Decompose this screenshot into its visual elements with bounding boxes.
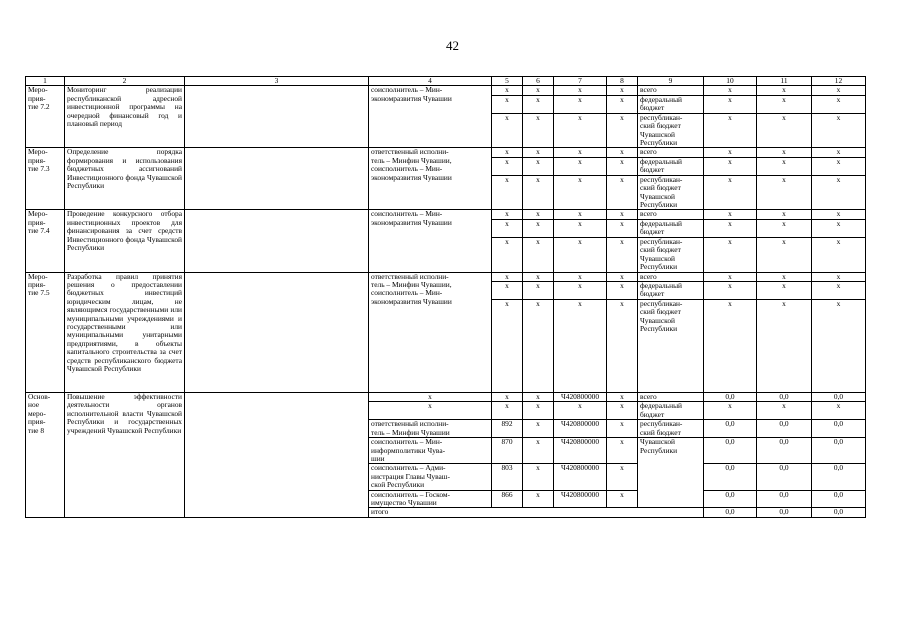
cell: 0,0 xyxy=(704,464,757,490)
cell: x xyxy=(704,157,757,175)
cell: x xyxy=(704,86,757,95)
executor-cell: ответственный исполни- тель – Минфин Чувашии, соисполнитель – Мин- экономразвития Чувашии xyxy=(369,148,492,210)
budget-cell: федеральный бюджет xyxy=(638,219,704,237)
activity-label: Меро- прия- тие 7.4 xyxy=(26,210,65,272)
cell: x xyxy=(554,237,607,272)
cell: 0,0 xyxy=(704,490,757,508)
cell: x xyxy=(812,95,866,113)
cell: x xyxy=(757,281,812,299)
cell: x xyxy=(492,281,523,299)
cell: x xyxy=(554,281,607,299)
cell: x xyxy=(704,113,757,148)
cell: x xyxy=(812,148,866,157)
cell: x xyxy=(704,148,757,157)
cell: x xyxy=(523,237,554,272)
budget-cell: всего xyxy=(638,86,704,95)
cell: x xyxy=(554,157,607,175)
cell: x xyxy=(523,95,554,113)
program-table xyxy=(25,76,866,518)
cell: x xyxy=(554,299,607,392)
activity-label: Меро- прия- тие 7.2 xyxy=(26,86,65,148)
cell: x xyxy=(492,210,523,219)
cell: x xyxy=(607,113,638,148)
cell: x xyxy=(523,113,554,148)
budget-cell: республикан- ский бюджет Чувашской Республики xyxy=(638,175,704,210)
cell: x xyxy=(704,237,757,272)
cell: x xyxy=(523,490,554,508)
cell: x xyxy=(607,272,638,281)
cell: x xyxy=(492,272,523,281)
cell: x xyxy=(757,299,812,392)
cell: x xyxy=(704,281,757,299)
cell: x xyxy=(523,86,554,95)
cell: x xyxy=(523,464,554,490)
cell: 866 xyxy=(492,490,523,508)
cell: Ч420800000 xyxy=(554,420,607,438)
header-row xyxy=(26,77,866,86)
cell: x xyxy=(523,210,554,219)
cell: 0,0 xyxy=(704,420,757,438)
cell: x xyxy=(607,402,638,420)
activity-label: Меро- прия- тие 7.5 xyxy=(26,272,65,392)
budget-cell: федеральный бюджет xyxy=(638,95,704,113)
cell: 0,0 xyxy=(757,420,812,438)
cell: 0,0 xyxy=(812,392,866,401)
cell: Ч420800000 xyxy=(554,392,607,401)
cell: x xyxy=(607,392,638,401)
cell: 0,0 xyxy=(757,464,812,490)
budget-cell: республикан- ский бюджет Чувашской Республики xyxy=(638,299,704,392)
empty-cell xyxy=(185,272,369,392)
executor-cell: x xyxy=(369,402,492,420)
header-cell: 9 xyxy=(638,77,704,86)
cell: x xyxy=(523,281,554,299)
cell: x xyxy=(554,86,607,95)
cell: x xyxy=(812,157,866,175)
budget-cell: республикан- ский бюджет Чувашской Республики xyxy=(638,113,704,148)
cell: 0,0 xyxy=(812,420,866,438)
table-row xyxy=(26,392,866,401)
cell: 0,0 xyxy=(757,392,812,401)
activity-name: Повышение эффективности деятельности органов исполнительной власти Чувашской Республики и государственных учреждений Чувашской Республики xyxy=(65,392,185,517)
cell: 0,0 xyxy=(757,438,812,464)
empty-cell xyxy=(185,86,369,148)
page-number: 42 xyxy=(446,38,459,53)
cell: x xyxy=(492,148,523,157)
cell: x xyxy=(812,210,866,219)
header-cell: 6 xyxy=(523,77,554,86)
cell: x xyxy=(492,392,523,401)
cell: x xyxy=(554,219,607,237)
header-cell: 2 xyxy=(65,77,185,86)
budget-cell: федеральный бюджет xyxy=(638,157,704,175)
cell: 0,0 xyxy=(812,438,866,464)
budget-cell: Чувашской Республики xyxy=(638,438,704,508)
cell: 803 xyxy=(492,464,523,490)
cell: x xyxy=(757,148,812,157)
cell: x xyxy=(812,299,866,392)
cell: x xyxy=(554,402,607,420)
cell: x xyxy=(704,402,757,420)
cell: 0,0 xyxy=(812,464,866,490)
cell: x xyxy=(704,175,757,210)
cell: 0,0 xyxy=(812,508,866,517)
cell: 870 xyxy=(492,438,523,464)
cell: x xyxy=(704,272,757,281)
executor-cell: соисполнитель – Госком- имущество Чувашии xyxy=(369,490,492,508)
header-cell: 8 xyxy=(607,77,638,86)
cell: x xyxy=(523,157,554,175)
cell: x xyxy=(812,402,866,420)
header-cell: 7 xyxy=(554,77,607,86)
cell: x xyxy=(757,272,812,281)
cell: x xyxy=(523,438,554,464)
header-cell: 12 xyxy=(812,77,866,86)
activity-label: Основ- ное меро- прия- тие 8 xyxy=(26,392,65,517)
cell: x xyxy=(523,272,554,281)
cell: 0,0 xyxy=(704,508,757,517)
cell: x xyxy=(607,438,638,464)
cell: Ч420800000 xyxy=(554,464,607,490)
budget-cell: всего xyxy=(638,210,704,219)
cell: x xyxy=(492,219,523,237)
cell: 0,0 xyxy=(704,438,757,464)
cell: Ч420800000 xyxy=(554,438,607,464)
cell: x xyxy=(554,148,607,157)
executor-cell: x xyxy=(369,392,492,401)
cell: x xyxy=(757,402,812,420)
activity-name: Мониторинг реализации республиканской адресной инвестиционной программы на очередной финансовый год и плановый период xyxy=(65,86,185,148)
budget-cell: республикан- ский бюджет xyxy=(638,420,704,438)
cell: x xyxy=(757,237,812,272)
table-row xyxy=(26,210,866,219)
cell: x xyxy=(607,420,638,438)
cell: x xyxy=(704,95,757,113)
cell: x xyxy=(607,464,638,490)
cell: x xyxy=(554,175,607,210)
cell: x xyxy=(757,157,812,175)
budget-cell: федеральный бюджет xyxy=(638,281,704,299)
activity-name: Проведение конкурсного отбора инвестиционных проектов для финансирования за счет средств Инвестиционного фонда Чувашской Республики xyxy=(65,210,185,272)
empty-cell xyxy=(185,148,369,210)
cell: x xyxy=(704,219,757,237)
cell: x xyxy=(607,210,638,219)
cell: x xyxy=(523,402,554,420)
cell: x xyxy=(757,95,812,113)
header-cell: 1 xyxy=(26,77,65,86)
budget-cell: республикан- ский бюджет Чувашской Республики xyxy=(638,237,704,272)
cell: x xyxy=(757,86,812,95)
cell: x xyxy=(812,219,866,237)
cell: x xyxy=(492,86,523,95)
cell: x xyxy=(607,281,638,299)
cell: x xyxy=(523,148,554,157)
cell: Ч420800000 xyxy=(554,490,607,508)
empty-cell xyxy=(185,392,369,517)
executor-cell: соисполнитель – Мин- экономразвития Чувашии xyxy=(369,210,492,272)
cell: 0,0 xyxy=(757,508,812,517)
cell: x xyxy=(757,175,812,210)
cell: 892 xyxy=(492,420,523,438)
cell: x xyxy=(492,157,523,175)
cell: x xyxy=(554,113,607,148)
executor-cell: соисполнитель – Мин- экономразвития Чувашии xyxy=(369,86,492,148)
total-label: итого xyxy=(369,508,704,517)
cell: x xyxy=(812,237,866,272)
table-row xyxy=(26,148,866,157)
header-cell: 10 xyxy=(704,77,757,86)
cell: x xyxy=(523,299,554,392)
cell: x xyxy=(607,219,638,237)
cell: 0,0 xyxy=(704,392,757,401)
cell: x xyxy=(492,95,523,113)
cell: x xyxy=(554,95,607,113)
cell: x xyxy=(757,219,812,237)
cell: x xyxy=(812,86,866,95)
activity-name: Определение порядка формирования и использования бюджетных ассигнований Инвестиционного фонда Чувашской Республики xyxy=(65,148,185,210)
cell: x xyxy=(812,272,866,281)
header-cell: 3 xyxy=(185,77,369,86)
cell: x xyxy=(812,113,866,148)
cell: x xyxy=(607,86,638,95)
cell: x xyxy=(492,299,523,392)
header-cell: 5 xyxy=(492,77,523,86)
cell: x xyxy=(812,281,866,299)
executor-cell: ответственный исполни- тель – Минфин Чувашии xyxy=(369,420,492,438)
cell: x xyxy=(757,113,812,148)
cell: x xyxy=(704,299,757,392)
budget-cell: всего xyxy=(638,148,704,157)
budget-cell: всего xyxy=(638,272,704,281)
cell: x xyxy=(523,420,554,438)
cell: x xyxy=(704,210,757,219)
cell: x xyxy=(554,210,607,219)
table-row xyxy=(26,272,866,281)
cell: x xyxy=(607,175,638,210)
cell: x xyxy=(607,148,638,157)
cell: 0,0 xyxy=(812,490,866,508)
cell: x xyxy=(607,490,638,508)
cell: x xyxy=(607,95,638,113)
activity-name: Разработка правил принятия решения о предоставлении бюджетных инвестиций юридическим лицам, не являющимся государственными или муниципальными учреждениями и государственными или муниципальными унитарными предприятиями, в объекты капитального строительства за счет средств республиканского бюджета Чувашской Республики xyxy=(65,272,185,392)
cell: 0,0 xyxy=(757,490,812,508)
cell: x xyxy=(492,113,523,148)
cell: x xyxy=(523,219,554,237)
cell: x xyxy=(492,237,523,272)
empty-cell xyxy=(185,210,369,272)
cell: x xyxy=(523,392,554,401)
header-cell: 4 xyxy=(369,77,492,86)
activity-label: Меро- прия- тие 7.3 xyxy=(26,148,65,210)
cell: x xyxy=(607,237,638,272)
table-row xyxy=(26,86,866,95)
cell: x xyxy=(492,175,523,210)
cell: x xyxy=(607,157,638,175)
cell: x xyxy=(554,272,607,281)
cell: x xyxy=(812,175,866,210)
executor-cell: ответственный исполни- тель – Минфин Чувашии, соисполнитель – Мин- экономразвития Чувашии xyxy=(369,272,492,392)
budget-cell: всего xyxy=(638,392,704,401)
cell: x xyxy=(523,175,554,210)
header-cell: 11 xyxy=(757,77,812,86)
executor-cell: соисполнитель – Мин- информполитики Чува- шии xyxy=(369,438,492,464)
cell: x xyxy=(757,210,812,219)
cell: x xyxy=(492,402,523,420)
cell: x xyxy=(607,299,638,392)
executor-cell: соисполнитель – Адми- нистрация Главы Чуваш- ской Республики xyxy=(369,464,492,490)
budget-cell: федеральный бюджет xyxy=(638,402,704,420)
